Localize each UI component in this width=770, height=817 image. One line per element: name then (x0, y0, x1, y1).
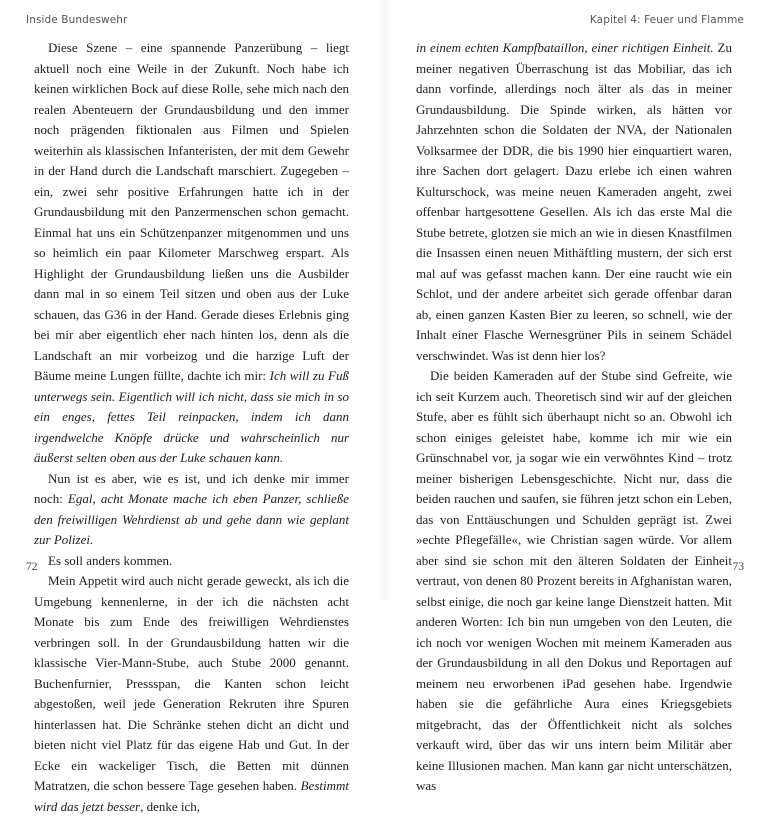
right-page (385, 0, 770, 793)
italic-text-run: Bestimmt wird das jetzt besser (34, 778, 349, 814)
italic-text-run: Egal, acht Monate mache ich eben Panzer, schließe den freiwilligen Wehrdienst ab und gehe dann wie geplant zur Polizei. (34, 491, 349, 547)
right-page-body (416, 38, 732, 797)
paragraph (34, 571, 349, 817)
text-run: Mein Appetit wird auch nicht gerade geweckt, als ich die Umgebung kennenlerne, in der ich die nächsten acht Monate bis zum Ende des freiwilligen Wehrdienstes verbringen soll. In der Grundausbildung hatten wir die klassische Vier-Mann-Stube, auch Stube 2000 genannt. Buchenfurnier, Pressspan, die Kanten schon leicht abgestoßen, weil jede Generation Rekruten ihre Spuren hinterlassen hat. Die Schränke stehen dicht an dicht und bieten nicht viel Platz für das eigene Hab und Gut. In der Ecke ein wackeliger Tisch, die Betten mit dünnen Matratzen, die schon bessere Tage gesehen haben. (34, 573, 349, 793)
paragraph (34, 469, 349, 551)
paragraph (416, 366, 732, 797)
paragraph (34, 551, 349, 572)
paragraph (34, 38, 349, 469)
page-number-right: 73 (732, 561, 744, 573)
left-page (0, 0, 385, 814)
italic-text-run: Ich will zu Fuß unterwegs sein. Eigentlich will ich nicht, dass sie mich in so ein enges, fettes Teil reinpacken, indem ich dann irgendwelche Knöpfe drücke und wahrscheinlich nur äußerst selten oben aus der Luke schauen kann. (34, 368, 349, 465)
running-head-right: Kapitel 4: Feuer und Flamme (589, 14, 744, 26)
text-run: Zu meiner negativen Überraschung ist das Mobiliar, das ich dann vorfinde, allerdings noch älter als das in meiner Grundausbildung. Die Spinde wirken, als hätten vor Jahrzehnten schon die Soldaten der NVA, der Nationalen Volksarmee der DDR, die bis 1990 hier einquartiert waren, ihre Sachen dort gelagert. Dazu erlebe ich einen wahren Kulturschock, was meine neuen Kameraden angeht, zwei offenbar hartgesottene Gesellen. Als ich das erste Mal die Stube betrete, glotzen sie mich an wie in diesen Knastfilmen die Insassen einen neuen Mithäftling mustern, der sich erst mal auf was gefasst machen kann. Der eine raucht wie ein Schlot, und der andere arbeitet sich gerade offenbar daran ab, einen ganzen Kasten Bier zu leeren, so schnell, wie der Inhalt einer Flasche Wernesgrüner Pils in seinem Schädel verschwindet. Was ist denn hier los? (416, 40, 732, 363)
paragraph-continuation (416, 38, 732, 366)
text-run: Diese Szene – eine spannende Panzerübung – liegt aktuell noch eine Weile in der Zukunft. Noch habe ich keinen wirklichen Bock auf diese Rolle, sehe mich nach den realen Abenteuern der Grundausbildung und den immer noch prägenden fiktionalen aus Filmen und Spielen weiterhin als klassischen Infanteristen, der mit dem Gewehr in der Hand durch die Landschaft marschiert. Zugegeben – ein, zwei sehr positive Erfahrungen hatte ich in der Grundausbildung mit den Panzermenschen schon gemacht. Einmal hat uns ein Schützenpanzer mitgenommen und uns so heimlich ein paar Kilometer Marschweg erspart. Als Highlight der Grundausbildung ließen uns die Ausbilder dann mal in so einem Teil sitzen und oben aus der Luke schauen, das G36 in der Hand. Gerade dieses Erlebnis ging bei mir aber eigentlich eher nach hinten los, denn als die Landschaft an mir vorbeizog und die harzige Luft der Bäume meine Lungen füllte, dachte ich mir: (34, 40, 349, 383)
text-run: Die beiden Kameraden auf der Stube sind Gefreite, wie ich seit Kurzem auch. Theoretisch sind wir auf der gleichen Stufe, aber es fühlt sich überhaupt nicht so an. Obwohl ich schon einiges geleistet habe, komme ich mir wie ein Grünschnabel vor, ja sogar wie ein verwöhntes Kind – trotz meiner bisherigen Lebensgeschichte. Nicht nur, dass die beiden rauchen und saufen, sie führen jetzt schon ein Leben, das von Enttäuschungen und Schulden geprägt ist. Zwei »echte Pflegefälle«, wie Christian sagen würde. Vor allem aber sind sie schon mit den älteren Soldaten der Einheit vertraut, von denen 80 Prozent bereits in Afghanistan waren, selbst einige, die noch gar keine lange Dienstzeit hatten. Mit anderen Worten: Ich bin nun umgeben von den Leuten, die ich noch vor wenigen Wochen mit meinem Kameraden aus der Grundausbildung in all den Dokus und Reportagen auf meinem neu erworbenen iPad gesehen habe. Irgendwie haben sie die gefährliche Aura eines Kriegsgebiets mitgebracht, das der Öffentlichkeit nicht als solches verkauft wird, über das wir uns intern beim Militär aber keine Illusionen machen. Man kann gar nicht unterschätzen, was (416, 368, 732, 793)
page-number-left: 72 (26, 561, 38, 573)
running-head-left: Inside Bundeswehr (26, 14, 128, 26)
text-run: , denke ich, (140, 798, 200, 814)
italic-text-run: in einem echten Kampfbataillon, einer richtigen Einheit. (416, 40, 714, 55)
text-run: Es soll anders kommen. (48, 552, 173, 568)
text-run: Nun ist es aber, wie es ist, und ich denke mir immer noch: (34, 470, 349, 506)
left-page-body (34, 38, 349, 817)
